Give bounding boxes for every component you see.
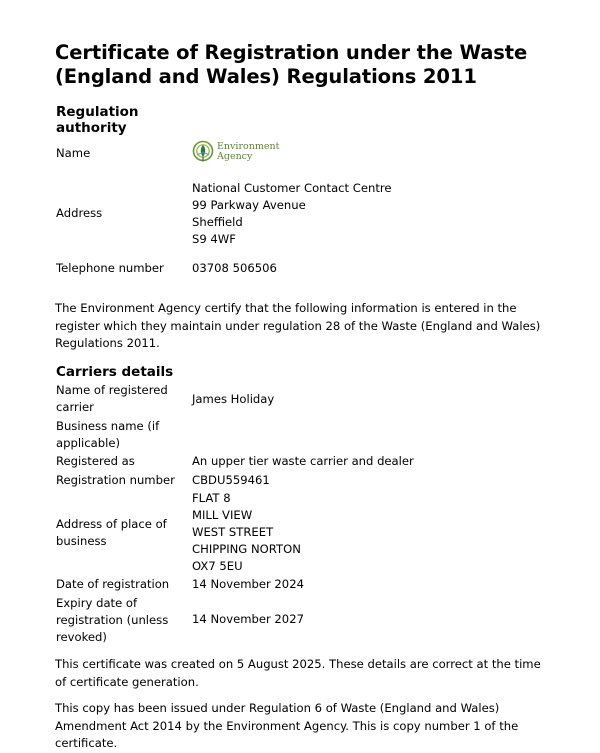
business-name-label: Business name (if applicable) [56, 419, 160, 450]
address-line: National Customer Contact Centre [192, 181, 392, 195]
business-address [192, 490, 552, 575]
address-line: MILL VIEW [192, 508, 253, 522]
telephone-label: Telephone number [56, 261, 164, 275]
authority-address [192, 180, 552, 248]
environment-agency-logo [192, 139, 279, 165]
address-line: FLAT 8 [192, 491, 231, 505]
address-line: 99 Parkway Avenue [192, 198, 306, 212]
created-paragraph: This certificate was created on 5 August 2025. These details are correct at the time of certificate generation. [55, 657, 541, 689]
registered-as-value: An upper tier waste carrier and dealer [192, 454, 414, 468]
address-line: OX7 5EU [192, 559, 243, 573]
page-title: Certificate of Registration under the Waste (England and Wales) Regulations 2011 [55, 41, 528, 88]
carriers-details-heading: Carriers details [56, 364, 174, 380]
telephone-value: 03708 506506 [192, 261, 277, 275]
intro-paragraph: The Environment Agency certify that the following information is entered in the register which they maintain under regulation 28 of the Waste (England and Wales) Regulations 2011. [55, 301, 541, 350]
expiry-date-value: 14 November 2027 [192, 612, 304, 626]
registration-date-value: 14 November 2024 [192, 577, 304, 591]
logo-text-line1: Environment [217, 141, 280, 152]
authority-name-label: Name [56, 146, 91, 160]
address-line: WEST STREET [192, 525, 274, 539]
address-line: CHIPPING NORTON [192, 542, 301, 556]
registration-date-label: Date of registration [56, 577, 170, 591]
logo-text-line2: Agency [217, 151, 253, 162]
authority-address-label: Address [56, 206, 103, 220]
environment-agency-emblem-icon [192, 140, 214, 164]
carrier-name-label: Name of registered carrier [56, 383, 168, 414]
copy-paragraph: This copy has been issued under Regulation 6 of Waste (England and Wales) Amendment Act 2014 by the Environment Agency. This is copy number 1 of the certificate. [55, 701, 519, 750]
registration-number-label: Registration number [56, 473, 175, 487]
regulation-authority-heading: Regulation authority [56, 104, 139, 136]
registered-as-label: Registered as [56, 454, 135, 468]
carrier-name-value: James Holiday [192, 392, 275, 406]
business-address-label: Address of place of business [56, 517, 167, 548]
address-line: S9 4WF [192, 232, 236, 246]
expiry-date-label: Expiry date of registration (unless revoked) [56, 596, 169, 644]
address-line: Sheffield [192, 215, 243, 229]
registration-number-value: CBDU559461 [192, 473, 270, 487]
